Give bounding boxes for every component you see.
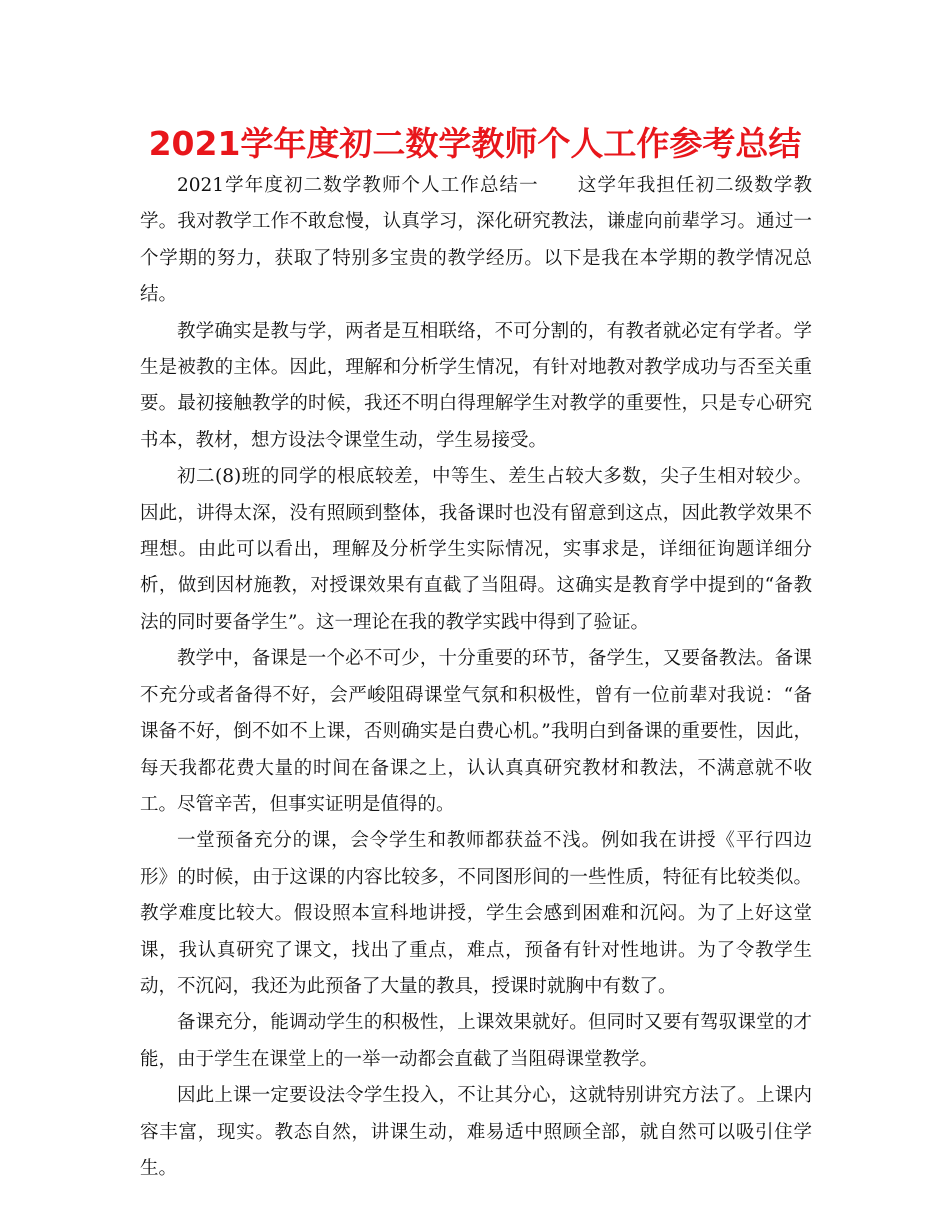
document-title: 2021学年度初二数学教师个人工作参考总结 bbox=[148, 124, 802, 163]
paragraph: 教学中，备课是一个必不可少，十分重要的环节，备学生，又要备教法。备课不充分或者备得不好，会严峻阻碍课堂气氛和积极性，曾有一位前辈对我说：“备课备不好，倒不如不上课，否则确实是白费心机。”我明白到备课的重要性，因此，每天我都花费大量的时间在备课之上，认认真真研究教材和教法，不满意就不收工。尽管辛苦，但事实证明是值得的。 bbox=[140, 648, 812, 815]
paragraph: 一堂预备充分的课，会令学生和教师都获益不浅。例如我在讲授《平行四边形》的时候，由于这课的内容比较多，不同图形间的一些性质，特征有比较类似。教学难度比较大。假设照本宣科地讲授，学生会感到困难和沉闷。为了上好这堂课，我认真研究了课文，找出了重点，难点，预备有针对性地讲。为了令教学生动，不沉闷，我还为此预备了大量的教具，授课时就胸中有数了。 bbox=[140, 830, 812, 997]
paragraph: 初二(8)班的同学的根底较差，中等生、差生占较大多数，尖子生相对较少。因此，讲得太深，没有照顾到整体，我备课时也没有留意到这点，因此教学效果不理想。由此可以看出，理解及分析学生实际情况，实事求是，详细征询题详细分析，做到因材施教，对授课效果有直截了当阻碍。这确实是教育学中提到的“备教法的同时要备学生”。这一理论在我的教学实践中得到了验证。 bbox=[140, 466, 812, 633]
document-body bbox=[140, 168, 812, 1187]
paragraph: 因此上课一定要设法令学生投入，不让其分心，这就特别讲究方法了。上课内容丰富，现实。教态自然，讲课生动，难易适中照顾全部，就自然可以吸引住学生。 bbox=[140, 1085, 812, 1179]
paragraph: 备课充分，能调动学生的积极性，上课效果就好。但同时又要有驾驭课堂的才能，由于学生在课堂上的一举一动都会直截了当阻碍课堂教学。 bbox=[140, 1012, 812, 1070]
paragraph: 2021学年度初二数学教师个人工作总结一 这学年我担任初二级数学教学。我对教学工作不敢怠慢，认真学习，深化研究教法，谦虚向前辈学习。通过一个学期的努力，获取了特别多宝贵的教学经历。以下是我在本学期的教学情况总结。 bbox=[140, 175, 812, 306]
paragraph: 教学确实是教与学，两者是互相联络，不可分割的，有教者就必定有学者。学生是被教的主体。因此，理解和分析学生情况，有针对地教对教学成功与否至关重要。最初接触教学的时候，我还不明白得理解学生对教学的重要性，只是专心研究书本，教材，想方设法令课堂生动，学生易接受。 bbox=[140, 320, 812, 451]
